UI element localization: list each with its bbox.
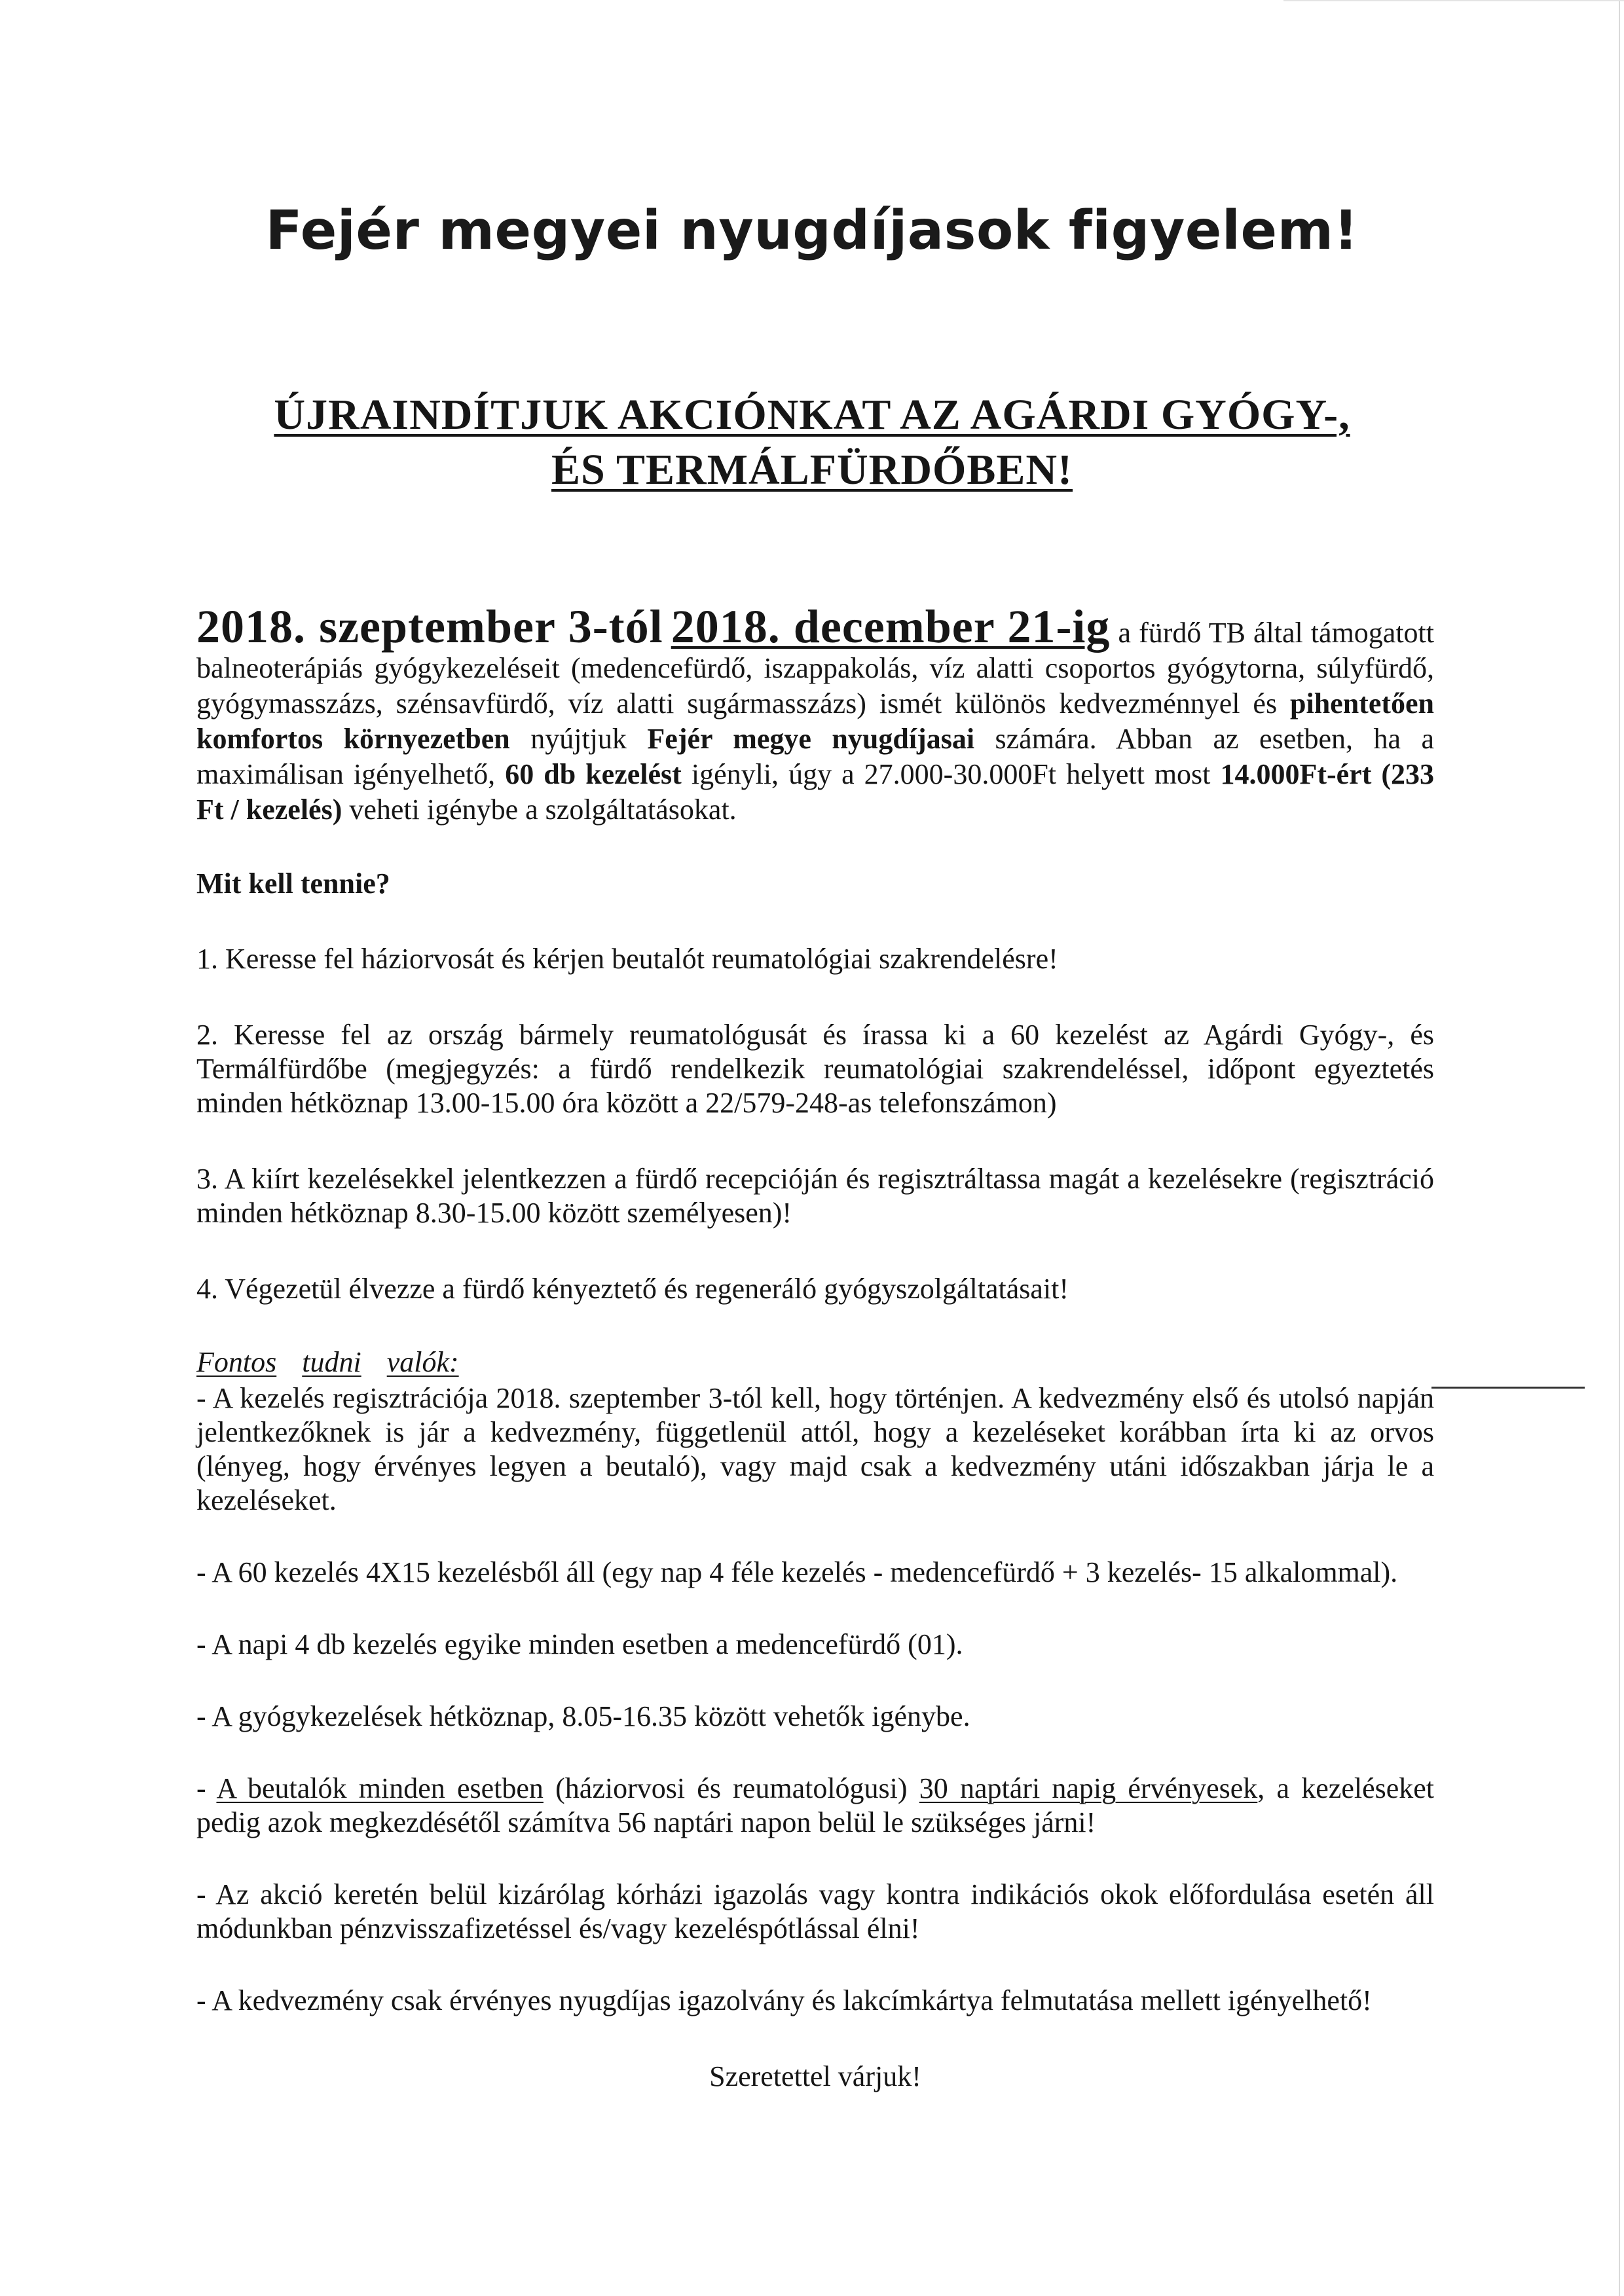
- document-body: [196, 600, 1435, 2093]
- intro-bold-3: 60 db kezelést: [505, 758, 682, 790]
- scan-top-line: [1283, 0, 1624, 1]
- page-title: Fejér megyei nyugdíjasok figyelem!: [265, 200, 1359, 262]
- intro-text-5: veheti igénybe a szolgáltatásokat.: [349, 793, 737, 826]
- note-id-requirement: - A kedvezmény csak érvényes nyugdíjas igazolvány és lakcímkártya felmutatása mellett igényelhető!: [196, 1984, 1372, 2016]
- note-hours: - A gyógykezelések hétköznap, 8.05-16.35 között vehetők igénybe.: [196, 1700, 970, 1732]
- intro-bold-4: 14.000Ft-ért (233 Ft / kezelés): [196, 758, 1435, 826]
- step-4: 4. Végezetül élvezze a fürdő kényeztető és regeneráló gyógyszolgáltatásait!: [196, 1273, 1069, 1305]
- note-referral-validity: [196, 1772, 1434, 1840]
- date-to: 2018. december 21-ig: [671, 600, 1111, 653]
- fontos-word-1: Fontos: [196, 1346, 277, 1378]
- note5-text-1: (háziorvosi és reumatológusi): [555, 1772, 908, 1804]
- note-refund: - Az akció keretén belül kizárólag kórházi igazolás vagy kontra indikációs okok előfordulása esetén áll módunkban pénzvisszafizetéssel és/vagy kezeléspótlással élni!: [196, 1878, 1434, 1944]
- intro-text-3: számára. Abban az esetben, ha a maximálisan igényelhető,: [196, 723, 1434, 790]
- closing-line: Szeretettel várjuk!: [709, 2060, 921, 2092]
- note5-underlined-2: 30 naptári napig érvényesek: [919, 1772, 1258, 1804]
- fontos-heading: [196, 1345, 1434, 1379]
- note5-text-2: , a kezeléseket pedig azok megkezdésétől számítva 56 naptári napon belül le szükséges járni!: [196, 1772, 1435, 1838]
- note5-underlined-1: A beutalók minden esetben: [216, 1772, 544, 1804]
- fontos-word-3: valók:: [386, 1346, 459, 1378]
- note5-dash: -: [196, 1772, 206, 1804]
- scan-edge-line: [1619, 0, 1620, 2296]
- stray-margin-line: [1431, 1387, 1585, 1389]
- intro-bold-1: pihentetően komfortos környezetben: [196, 687, 1435, 755]
- intro-bold-2: Fejér megye nyugdíjasai: [647, 723, 975, 755]
- section-heading: Mit kell tennie?: [196, 867, 390, 900]
- intro-text-4: igényli, úgy a 27.000-30.000Ft helyett most: [691, 758, 1211, 790]
- date-from: 2018. szeptember 3-tól: [196, 600, 663, 653]
- note-daily-treatments: - A napi 4 db kezelés egyike minden esetben a medencefürdő (01).: [196, 1628, 963, 1660]
- intro-paragraph: [196, 600, 1435, 828]
- step-2: 2. Keresse fel az ország bármely reumatológusát és írassa ki a 60 kezelést az Agárdi Gyógy-, és Termálfürdőbe (megjegyzés: a fürdő rendelkezik reumatológiai szakrendeléssel, időpont egyeztetés minden hétköznap 13.00-15.00 óra között a 22/579-248-as telefonszámon): [196, 1019, 1434, 1119]
- subtitle-line-1: ÚJRAINDÍTJUK AKCIÓNKAT AZ AGÁRDI GYÓGY-,: [274, 391, 1350, 439]
- note-treatment-count: - A 60 kezelés 4X15 kezelésből áll (egy nap 4 féle kezelés - medencefürdő + 3 kezelés- 15 alkalommal).: [196, 1556, 1398, 1588]
- fontos-word-2: tudni: [302, 1346, 361, 1378]
- intro-text-1: a fürdő TB által támogatott balneoterápiás gyógykezeléseit (medencefürdő, iszappakolás, víz alatti csoportos gyógytorna, súlyfürdő, gyógymasszázs, szénsavfürdő, víz alatti sugármasszázs) ismét különös kedvezménnyel és: [196, 617, 1434, 720]
- subtitle: [0, 388, 1624, 498]
- step-3: 3. A kiírt kezelésekkel jelentkezzen a fürdő recepcióján és regisztráltassa magát a kezelésekre (regisztráció minden hétköznap 8.30-15.00 között személyesen)!: [196, 1163, 1434, 1229]
- step-1: 1. Keresse fel háziorvosát és kérjen beutalót reumatológiai szakrendelésre!: [196, 943, 1058, 975]
- note-registration: - A kezelés regisztrációja 2018. szeptember 3-tól kell, hogy történjen. A kedvezmény első és utolsó napján jelentkezőknek is jár a kedvezmény, függetlenül attól, hogy a kezeléseket korábban írta ki az orvos (lényeg, hogy érvényes legyen a beutaló), vagy majd csak a kedvezmény utáni időszakban járja le a kezeléseket.: [196, 1382, 1434, 1516]
- subtitle-line-2: ÉS TERMÁLFÜRDŐBEN!: [551, 446, 1073, 494]
- intro-text-2: nyújtjuk: [530, 723, 627, 755]
